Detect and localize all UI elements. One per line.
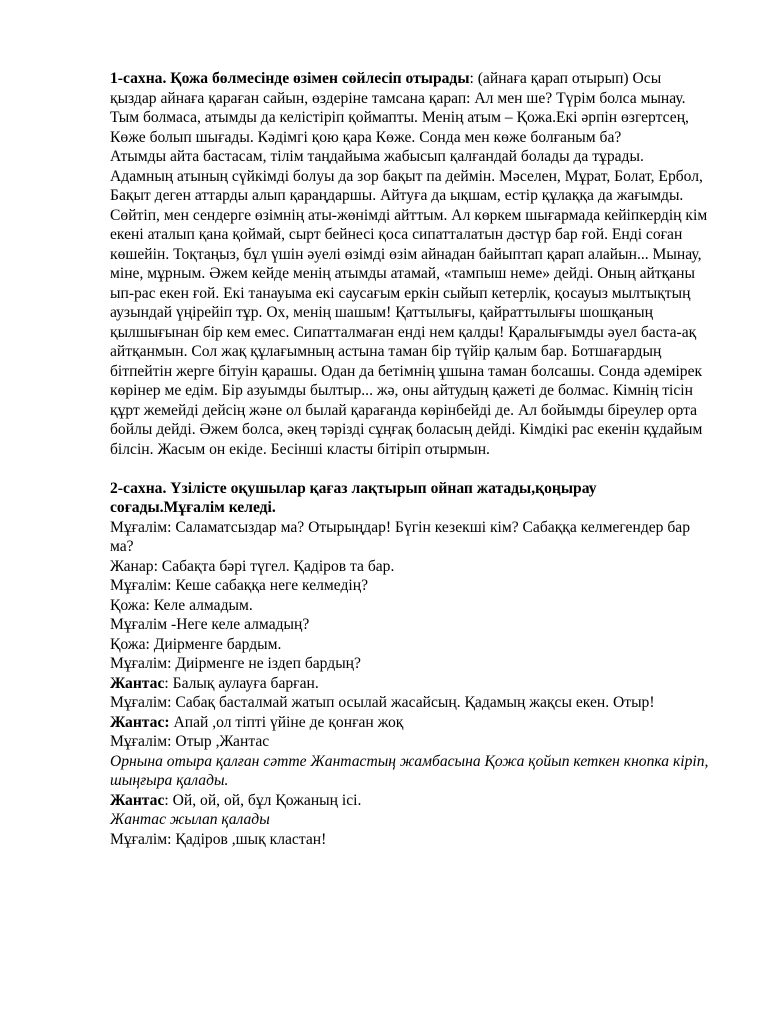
dialogue-line: Қожа: Келе алмадым. [110, 596, 253, 614]
scene1-monologue: Атымды айта бастасам, тілім таңдайыма жабысып қалғандай болады да тұрады. Адамның атының сүйкімді болуы да зор бақыт па деймін. Мәселен, Мұрат, Болат, Ербол, Бақыт деген аттарды алып қараңдаршы. Айтуға да ықшам, естір құлаққа да жағымды. Сөйтіп, мен сендерге өзімнің аты-жөнімді айттым. Ал көркем шығармада кейіпкердің кім екені аталып қана қоймай, сырт бейнесі қоса сипатталатын дәстүр бар ғой. Енді соған көшейін. Тоқтаңыз, бұл үшін әуелі өзімді өзім айнадан байыптап қарап алайын... Мынау, міне, мұрным. Әжем кейде менің атымды атамай, «тампыш неме» дейді. Оның айтқаны ып-рас екен ғой. Екі танауыма екі саусағым еркін сыйып кетерлік, қосауыз мылтықтың аузындай үңірейіп тұр. Ох, менің шашым! Қаттылығы, қайраттылығы шошқаның қылшығынан бір кем емес. Сипатталмаған енді нем қалды! Қаралығымды әуел баста-ақ айтқанмын. Сол жақ құлағымның астына таман бір түйір қалым бар. Ботшағардың бітпейтін жерге бітуін қарашы. Одан да бетімнің ұшына таман болсашы. Сонда әдемірек көрінер ме едім. Бір азуымды былтыр... жә, оны айтудың қажеті де болмас. Кімнің тісін құрт жемейді дейсің және ол былай қарағанда көрінбейді де. Ал бойымды біреулер орта бойлы дейді. Әжем болса, әкең тәрізді сұңғақ боласың дейді. Кімдікі рас екенін құдайым білсін. Жасым он екіде. Бесінші класты бітіріп отырмын. [110, 148, 708, 458]
scene1-intro-text: : (айнаға қарап отырып) Осы қыздар айнаға қараған сайын, өздеріне тамсана қарап: Ал мен ше? Түрім болса мынау. Тым болмаса, атымды да келістіріп қоймапты. Менің атым – Қожа.Екі әрпін өзгертсең, Көже болып шығады. Кәдімгі қою қара Көже. Сонда мен көже болғаным ба? [110, 70, 689, 146]
dialogue-line [110, 713, 710, 733]
dialogue-text: : Ой, ой, ой, бұл Қожаның ісі. [164, 791, 362, 809]
dialogue-text: Апай ,ол тіпті үйіне де қонған жоқ [169, 713, 404, 731]
dialogue-line: Мұғалім: Диірменге не іздеп бардың? [110, 655, 361, 672]
dialogue-line: Мұғалім: Саламатсыздар ма? Отырыңдар! Бүгін кезекші кім? Сабаққа келмегендер бар ма? [110, 518, 691, 555]
stage-direction [110, 752, 710, 791]
scene1-intro [110, 69, 710, 147]
speaker-name: Жантас [110, 791, 165, 809]
dialogue-line: Мұғалім: Қадіров ,шық кластан! [110, 830, 327, 848]
scene2-heading-text: 2-сахна. Үзілісте оқушылар қағаз лақтырып ойнап жатады,қоңырау соғады.Мұғалім келеді. [110, 479, 597, 516]
dialogue-line: Мұғалім: Кеше сабаққа неге келмедің? [110, 577, 369, 594]
speaker-name: Жантас: [110, 713, 170, 731]
dialogue-line [110, 674, 710, 694]
dialogue-line: Жанар: Сабақта бәрі түгел. Қадіров та бар. [110, 557, 395, 575]
stage-direction-text: Жантас жылап қалады [110, 811, 270, 828]
dialogue-line: Мұғалім -Неге келе алмадың? [110, 616, 310, 633]
speaker-name: Жантас [110, 674, 165, 692]
document-page [110, 69, 710, 849]
scene1-heading: 1-сахна. Қожа бөлмесінде өзімен сөйлесіп отырады [110, 70, 470, 87]
scene2-heading [110, 479, 710, 518]
dialogue-line: Қожа: Диірменге бардым. [110, 635, 282, 653]
stage-direction [110, 810, 710, 830]
paragraph-gap [110, 459, 710, 479]
dialogue-line: Мұғалім: Отыр ,Жантас [110, 733, 270, 750]
dialogue-line: Мұғалім: Сабақ басталмай жатып осылай жасайсың. Қадамың жақсы екен. Отыр! [110, 694, 655, 711]
dialogue-text: : Балық аулауға барған. [164, 674, 319, 692]
stage-direction-text: Орнына отыра қалған сәтте Жантастың жамбасына Қожа қойып кеткен кнопка кіріп, шыңғыра қалады. [110, 752, 709, 789]
dialogue-line [110, 791, 710, 811]
